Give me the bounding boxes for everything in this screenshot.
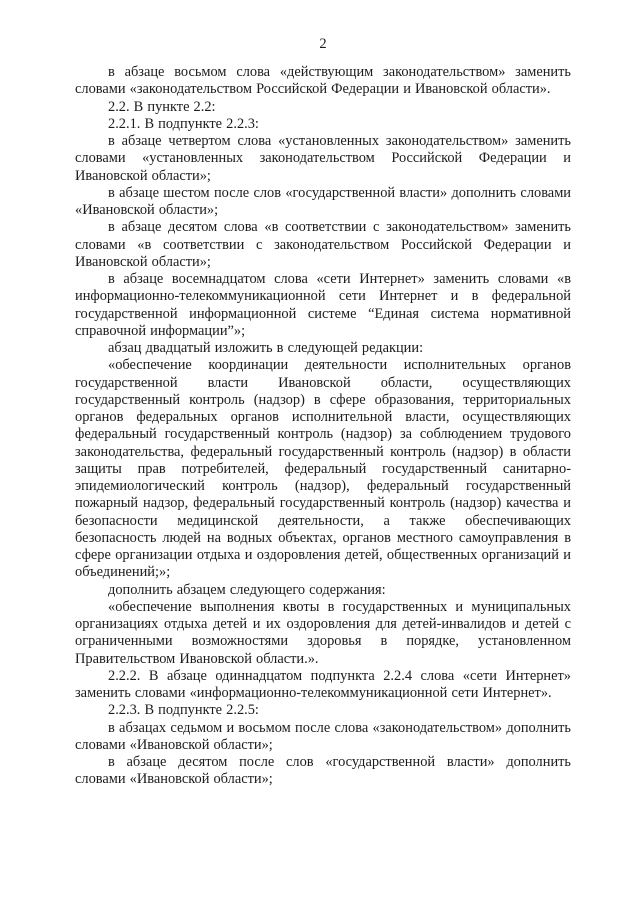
paragraph: в абзаце восемнадцатом слова «сети Интернет» заменить словами «в информационно-телекоммуникационной сети Интернет и в федеральной государственной информационной системе “Единая система нормативной справочной информации”»;: [75, 271, 571, 339]
document-body: [75, 64, 571, 789]
paragraph: абзац двадцатый изложить в следующей редакции:: [108, 340, 424, 356]
paragraph: дополнить абзацем следующего содержания:: [108, 581, 386, 598]
paragraph: в абзаце четвертом слова «установленных законодательством» заменить словами «установленных законодательством Российской Федерации и Ивановской области»;: [75, 133, 571, 184]
paragraph: в абзацах седьмом и восьмом после слова «законодательством» дополнить словами «Ивановской области»;: [75, 719, 571, 753]
paragraph: в абзаце десятом слова «в соответствии с законодательством» заменить словами «в соответствии с законодательством Российской Федерации и Ивановской области»;: [75, 219, 571, 270]
paragraph: в абзаце десятом после слов «государственной власти» дополнить словами «Ивановской области»;: [75, 754, 571, 788]
paragraph-clause-2-2-1: 2.2.1. В подпункте 2.2.3:: [108, 115, 259, 132]
paragraph-clause-2-2-3: 2.2.3. В подпункте 2.2.5:: [108, 702, 259, 719]
paragraph-clause-2-2-2: 2.2.2. В абзаце одиннадцатом подпункта 2.2.4 слова «сети Интернет» заменить словами «информационно-телекоммуникационной сети Интернет».: [75, 667, 571, 701]
paragraph: в абзаце шестом после слов «государственной власти» дополнить словами «Ивановской области»;: [75, 184, 571, 218]
paragraph: «обеспечение координации деятельности исполнительных органов государственной власти Ивановской области, осуществляющих государственный контроль (надзор) в сфере образования, территориальных органов федеральных органов исполнительной власти, осуществляющих федеральный государственный контроль (надзор) за соблюдением трудового законодательства, федеральный государственный контроль (надзор) в области защиты прав потребителей, федеральный государственный санитарно-эпидемиологический контроль (надзор), федеральный государственный пожарный надзор, федеральный государственный контроль (надзор) качества и безопасности медицинской деятельности, а также обеспечивающих безопасность людей на водных объектах, органов местного самоуправления в сфере организации отдыха и оздоровления детей, общественных организаций и объединений;»;: [75, 357, 571, 581]
paragraph: «обеспечение выполнения квоты в государственных и муниципальных организациях отдыха детей и их оздоровления для детей-инвалидов и детей с ограниченными возможностями здоровья в порядке, установленном Правительством Ивановской области.».: [75, 598, 571, 667]
page-number: 2: [319, 36, 327, 52]
paragraph: в абзаце восьмом слова «действующим законодательством» заменить словами «законодательством Российской Федерации и Ивановской области».: [75, 64, 571, 98]
paragraph-clause-2-2: 2.2. В пункте 2.2:: [108, 98, 216, 115]
